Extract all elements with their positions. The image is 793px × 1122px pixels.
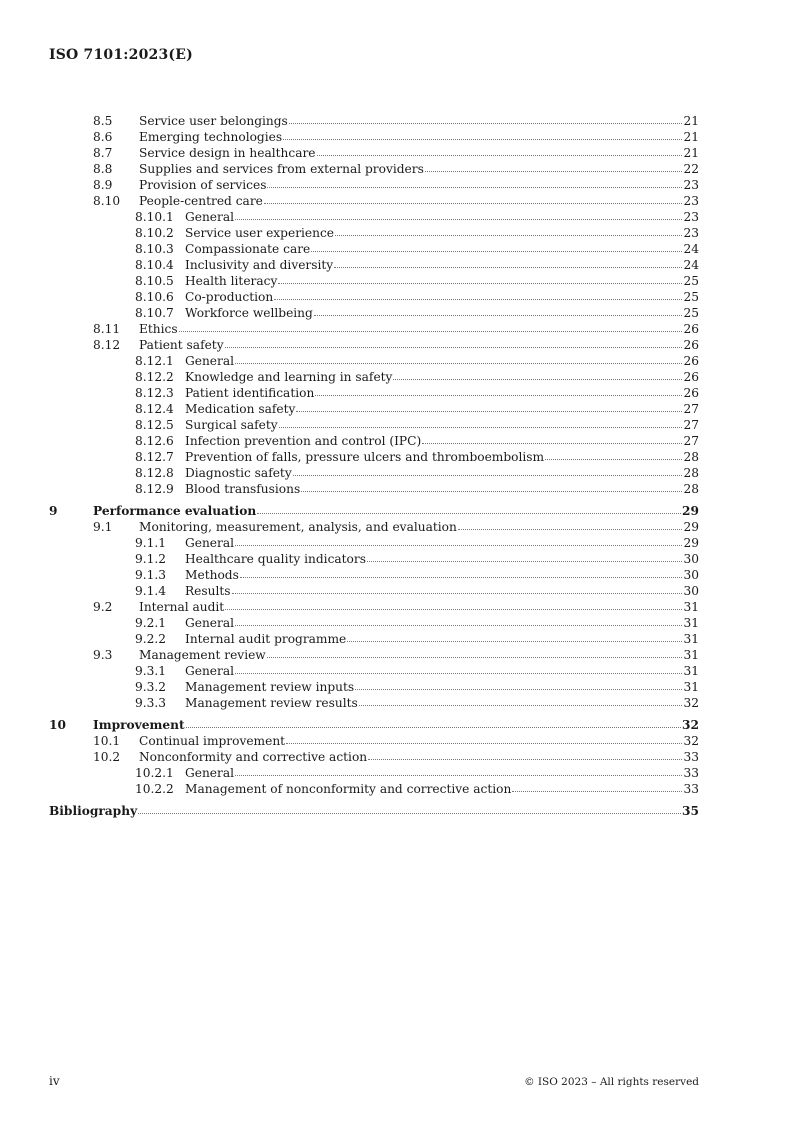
toc-entry-page[interactable]: 23 bbox=[683, 178, 699, 192]
dot-leader bbox=[235, 363, 682, 364]
toc-entry-page[interactable]: 35 bbox=[682, 804, 699, 818]
toc-entry[interactable] bbox=[49, 225, 699, 241]
dot-leader bbox=[458, 529, 683, 530]
toc-entry[interactable] bbox=[49, 241, 699, 257]
toc-entry[interactable] bbox=[49, 289, 699, 305]
toc-entry[interactable] bbox=[49, 647, 699, 663]
toc-entry-title[interactable]: Methods bbox=[185, 568, 239, 582]
toc-entry[interactable] bbox=[49, 465, 699, 481]
toc-entry[interactable] bbox=[49, 305, 699, 321]
toc-entry-number: 8.12.2 bbox=[135, 370, 174, 384]
dot-leader bbox=[422, 443, 682, 444]
toc-entry-number: 8.10.5 bbox=[135, 274, 174, 288]
toc-entry-title[interactable]: Internal audit bbox=[139, 600, 225, 614]
dot-leader bbox=[393, 379, 682, 380]
toc-entry[interactable] bbox=[49, 145, 699, 161]
toc-entry[interactable] bbox=[49, 193, 699, 209]
toc-entry-title[interactable]: Knowledge and learning in safety bbox=[185, 370, 393, 384]
toc-entry-page[interactable]: 27 bbox=[683, 402, 699, 416]
dot-leader bbox=[267, 187, 682, 188]
toc-entry-number: 8.8 bbox=[93, 162, 113, 176]
toc-entry-page[interactable]: 26 bbox=[683, 370, 699, 384]
toc-entry-number: 8.9 bbox=[93, 178, 113, 192]
toc-entry-number: 9.1 bbox=[93, 520, 113, 534]
toc-entry-page[interactable]: 33 bbox=[683, 766, 699, 780]
toc-entry-page[interactable]: 21 bbox=[683, 130, 699, 144]
toc-entry[interactable] bbox=[49, 337, 699, 353]
toc-entry-page[interactable]: 21 bbox=[683, 146, 699, 160]
toc-entry-title[interactable]: People-centred care bbox=[139, 194, 263, 208]
toc-entry-title[interactable]: General bbox=[185, 664, 234, 678]
toc-entry-title[interactable]: Ethics bbox=[139, 322, 178, 336]
toc-entry-page[interactable]: 33 bbox=[683, 782, 699, 796]
toc-entry[interactable] bbox=[49, 679, 699, 695]
toc-entry-number: 9 bbox=[49, 504, 58, 518]
toc-entry-page[interactable]: 32 bbox=[683, 696, 699, 710]
dot-leader bbox=[267, 657, 683, 658]
toc-entry-page[interactable]: 24 bbox=[683, 242, 699, 256]
toc-entry-page[interactable]: 27 bbox=[683, 434, 699, 448]
toc-entry-number: 10.2 bbox=[93, 750, 121, 764]
dot-leader bbox=[283, 139, 682, 140]
toc-entry[interactable] bbox=[49, 663, 699, 679]
dot-leader bbox=[274, 299, 682, 300]
dot-leader bbox=[359, 705, 683, 706]
toc-entry-number: 9.1.2 bbox=[135, 552, 167, 566]
toc-entry-number: 9.2 bbox=[93, 600, 113, 614]
toc-entry-number: 9.1.4 bbox=[135, 584, 167, 598]
toc-entry-page[interactable]: 31 bbox=[683, 616, 699, 630]
toc-entry-number: 8.10.4 bbox=[135, 258, 174, 272]
toc-entry-title[interactable]: Monitoring, measurement, analysis, and evaluation bbox=[139, 520, 457, 534]
dot-leader bbox=[545, 459, 682, 460]
dot-leader bbox=[235, 673, 682, 674]
toc-entry-page[interactable]: 31 bbox=[683, 600, 699, 614]
toc-entry[interactable] bbox=[49, 353, 699, 369]
dot-leader bbox=[257, 513, 681, 514]
toc-entry[interactable] bbox=[49, 417, 699, 433]
toc-entry-page[interactable]: 23 bbox=[683, 194, 699, 208]
toc-entry-page[interactable]: 26 bbox=[683, 322, 699, 336]
toc-entry-title[interactable]: Emerging technologies bbox=[139, 130, 283, 144]
toc-entry-number: 9.1.3 bbox=[135, 568, 167, 582]
dot-leader bbox=[335, 235, 682, 236]
dot-leader bbox=[186, 727, 681, 728]
toc-entry-title[interactable]: Patient identification bbox=[185, 386, 315, 400]
toc-entry[interactable] bbox=[49, 113, 699, 129]
toc-entry-title[interactable]: Diagnostic safety bbox=[185, 466, 292, 480]
toc-entry-title[interactable]: Patient safety bbox=[139, 338, 224, 352]
toc-entry[interactable] bbox=[49, 749, 699, 765]
toc-entry-number: 8.12.3 bbox=[135, 386, 174, 400]
toc-entry-number: 8.7 bbox=[93, 146, 113, 160]
toc-entry-title[interactable]: Workforce wellbeing bbox=[185, 306, 313, 320]
toc-entry[interactable] bbox=[49, 717, 699, 733]
toc-entry-page[interactable]: 28 bbox=[683, 450, 699, 464]
table-of-contents bbox=[49, 113, 699, 819]
toc-entry-number: 8.12.8 bbox=[135, 466, 174, 480]
toc-entry[interactable] bbox=[49, 161, 699, 177]
dot-leader bbox=[240, 577, 683, 578]
toc-entry[interactable] bbox=[49, 695, 699, 711]
toc-entry-number: 8.10.1 bbox=[135, 210, 174, 224]
toc-entry-page[interactable]: 29 bbox=[683, 536, 699, 550]
toc-entry[interactable] bbox=[49, 481, 699, 497]
toc-entry-page[interactable]: 31 bbox=[683, 632, 699, 646]
toc-entry[interactable] bbox=[49, 583, 699, 599]
toc-entry[interactable] bbox=[49, 385, 699, 401]
toc-entry-number: 9.2.1 bbox=[135, 616, 167, 630]
toc-entry[interactable] bbox=[49, 401, 699, 417]
toc-entry-number: 8.12.6 bbox=[135, 434, 174, 448]
toc-entry[interactable] bbox=[49, 765, 699, 781]
toc-entry[interactable] bbox=[49, 567, 699, 583]
toc-entry-title[interactable]: Healthcare quality indicators bbox=[185, 552, 366, 566]
toc-entry-title[interactable]: General bbox=[185, 210, 234, 224]
toc-entry-number: 9.3.1 bbox=[135, 664, 167, 678]
dot-leader bbox=[425, 171, 683, 172]
toc-entry-page[interactable]: 31 bbox=[683, 648, 699, 662]
dot-leader bbox=[347, 641, 682, 642]
toc-entry-title[interactable]: Improvement bbox=[93, 718, 185, 732]
toc-entry[interactable] bbox=[49, 209, 699, 225]
toc-entry[interactable] bbox=[49, 503, 699, 519]
toc-entry[interactable] bbox=[49, 733, 699, 749]
toc-entry-number: 9.3 bbox=[93, 648, 113, 662]
dot-leader bbox=[138, 813, 681, 814]
dot-leader bbox=[286, 743, 682, 744]
toc-entry-number: 8.10.7 bbox=[135, 306, 174, 320]
toc-entry-title[interactable]: Medication safety bbox=[185, 402, 296, 416]
toc-entry-page[interactable]: 28 bbox=[683, 466, 699, 480]
dot-leader bbox=[315, 395, 682, 396]
toc-entry-number: 10.1 bbox=[93, 734, 121, 748]
toc-entry-page[interactable]: 27 bbox=[683, 418, 699, 432]
toc-entry-title[interactable]: Management review results bbox=[185, 696, 358, 710]
toc-entry-title[interactable]: General bbox=[185, 536, 234, 550]
toc-entry-number: 10.2.1 bbox=[135, 766, 174, 780]
dot-leader bbox=[334, 267, 682, 268]
toc-entry-title[interactable]: Service user experience bbox=[185, 226, 335, 240]
toc-entry-page[interactable]: 26 bbox=[683, 338, 699, 352]
toc-entry-title[interactable]: Service user belongings bbox=[139, 114, 288, 128]
toc-entry-number: 8.5 bbox=[93, 114, 113, 128]
dot-leader bbox=[355, 689, 682, 690]
toc-entry[interactable] bbox=[49, 177, 699, 193]
toc-entry[interactable] bbox=[49, 369, 699, 385]
toc-entry[interactable] bbox=[49, 631, 699, 647]
toc-entry-page[interactable]: 26 bbox=[683, 386, 699, 400]
dot-leader bbox=[301, 491, 682, 492]
toc-entry-number: 8.10.2 bbox=[135, 226, 174, 240]
dot-leader bbox=[311, 251, 682, 252]
toc-entry-number: 8.11 bbox=[93, 322, 121, 336]
toc-entry-number: 8.12.5 bbox=[135, 418, 174, 432]
toc-entry-page[interactable]: 30 bbox=[683, 584, 699, 598]
toc-entry-page[interactable]: 21 bbox=[683, 114, 699, 128]
toc-entry-page[interactable]: 31 bbox=[683, 680, 699, 694]
toc-entry-number: 8.12 bbox=[93, 338, 121, 352]
toc-entry-title[interactable]: Compassionate care bbox=[185, 242, 311, 256]
toc-entry-title[interactable]: Results bbox=[185, 584, 231, 598]
toc-entry-title[interactable]: Management review inputs bbox=[185, 680, 355, 694]
toc-entry-page[interactable]: 32 bbox=[683, 734, 699, 748]
toc-entry-title[interactable]: General bbox=[185, 766, 234, 780]
toc-entry[interactable] bbox=[49, 803, 699, 819]
toc-entry[interactable] bbox=[49, 449, 699, 465]
dot-leader bbox=[512, 791, 682, 792]
toc-entry[interactable] bbox=[49, 257, 699, 273]
toc-entry-page[interactable]: 29 bbox=[683, 520, 699, 534]
toc-entry-page[interactable]: 23 bbox=[683, 226, 699, 240]
dot-leader bbox=[225, 347, 683, 348]
toc-entry-page[interactable]: 30 bbox=[683, 552, 699, 566]
toc-entry-number: 8.12.7 bbox=[135, 450, 174, 464]
toc-entry[interactable] bbox=[49, 551, 699, 567]
toc-entry-page[interactable]: 32 bbox=[682, 718, 699, 732]
dot-leader bbox=[232, 593, 683, 594]
toc-entry[interactable] bbox=[49, 321, 699, 337]
toc-entry-title[interactable]: Blood transfusions bbox=[185, 482, 301, 496]
toc-entry-number: 8.12.9 bbox=[135, 482, 174, 496]
toc-entry-number: 8.12.1 bbox=[135, 354, 174, 368]
toc-entry-title[interactable]: Service design in healthcare bbox=[139, 146, 316, 160]
dot-leader bbox=[296, 411, 682, 412]
toc-entry[interactable] bbox=[49, 129, 699, 145]
toc-entry-number: 8.6 bbox=[93, 130, 113, 144]
dot-leader bbox=[235, 219, 682, 220]
toc-entry[interactable] bbox=[49, 519, 699, 535]
toc-entry-page[interactable]: 25 bbox=[683, 290, 699, 304]
toc-entry-title[interactable]: Health literacy bbox=[185, 274, 278, 288]
toc-entry-title[interactable]: Continual improvement bbox=[139, 734, 286, 748]
toc-entry-title[interactable]: Provision of services bbox=[139, 178, 267, 192]
toc-entry-number: 9.3.3 bbox=[135, 696, 167, 710]
toc-entry-number: 8.10.3 bbox=[135, 242, 174, 256]
toc-entry[interactable] bbox=[49, 615, 699, 631]
copyright-notice: © ISO 2023 – All rights reserved bbox=[524, 1076, 699, 1088]
dot-leader bbox=[293, 475, 683, 476]
toc-entry-title[interactable]: Supplies and services from external providers bbox=[139, 162, 424, 176]
toc-entry-page[interactable]: 25 bbox=[683, 274, 699, 288]
document-id-header: ISO 7101:2023(E) bbox=[49, 47, 193, 63]
toc-entry-page[interactable]: 29 bbox=[682, 504, 699, 518]
dot-leader bbox=[179, 331, 683, 332]
toc-entry-number: 8.12.4 bbox=[135, 402, 174, 416]
toc-entry-title[interactable]: Internal audit programme bbox=[185, 632, 347, 646]
toc-entry-title[interactable]: Surgical safety bbox=[185, 418, 278, 432]
toc-entry-title[interactable]: General bbox=[185, 354, 234, 368]
toc-entry-page[interactable]: 24 bbox=[683, 258, 699, 272]
dot-leader bbox=[278, 283, 682, 284]
toc-entry-page[interactable]: 22 bbox=[683, 162, 699, 176]
toc-entry-page[interactable]: 26 bbox=[683, 354, 699, 368]
toc-entry-page[interactable]: 30 bbox=[683, 568, 699, 582]
page-number: iv bbox=[49, 1074, 60, 1088]
dot-leader bbox=[235, 545, 682, 546]
toc-entry-page[interactable]: 28 bbox=[683, 482, 699, 496]
toc-entry-title[interactable]: Bibliography bbox=[49, 804, 138, 818]
toc-entry-number: 8.10 bbox=[93, 194, 121, 208]
toc-entry-title[interactable]: Performance evaluation bbox=[93, 504, 257, 518]
toc-entry[interactable] bbox=[49, 273, 699, 289]
dot-leader bbox=[314, 315, 683, 316]
toc-entry[interactable] bbox=[49, 599, 699, 615]
dot-leader bbox=[264, 203, 683, 204]
toc-entry-number: 9.1.1 bbox=[135, 536, 167, 550]
dot-leader bbox=[289, 123, 683, 124]
toc-entry[interactable] bbox=[49, 781, 699, 797]
toc-entry-title[interactable]: Management review bbox=[139, 648, 266, 662]
toc-entry-title[interactable]: Prevention of falls, pressure ulcers and thromboembolism bbox=[185, 450, 545, 464]
dot-leader bbox=[235, 775, 682, 776]
toc-entry-number: 10 bbox=[49, 718, 66, 732]
dot-leader bbox=[367, 561, 683, 562]
toc-entry-title[interactable]: Co-production bbox=[185, 290, 274, 304]
toc-entry-title[interactable]: Infection prevention and control (IPC) bbox=[185, 434, 422, 448]
toc-entry-title[interactable]: General bbox=[185, 616, 234, 630]
toc-entry-page[interactable]: 33 bbox=[683, 750, 699, 764]
toc-entry-title[interactable]: Nonconformity and corrective action bbox=[139, 750, 368, 764]
toc-entry-number: 9.3.2 bbox=[135, 680, 167, 694]
toc-entry-number: 8.10.6 bbox=[135, 290, 174, 304]
toc-entry-title[interactable]: Management of nonconformity and corrective action bbox=[185, 782, 512, 796]
toc-entry-title[interactable]: Inclusivity and diversity bbox=[185, 258, 334, 272]
toc-entry[interactable] bbox=[49, 433, 699, 449]
toc-entry-page[interactable]: 25 bbox=[683, 306, 699, 320]
toc-entry-page[interactable]: 23 bbox=[683, 210, 699, 224]
toc-entry[interactable] bbox=[49, 535, 699, 551]
dot-leader bbox=[235, 625, 682, 626]
dot-leader bbox=[225, 609, 682, 610]
toc-entry-number: 10.2.2 bbox=[135, 782, 174, 796]
dot-leader bbox=[317, 155, 683, 156]
toc-entry-number: 9.2.2 bbox=[135, 632, 167, 646]
dot-leader bbox=[279, 427, 683, 428]
toc-entry-page[interactable]: 31 bbox=[683, 664, 699, 678]
dot-leader bbox=[368, 759, 682, 760]
